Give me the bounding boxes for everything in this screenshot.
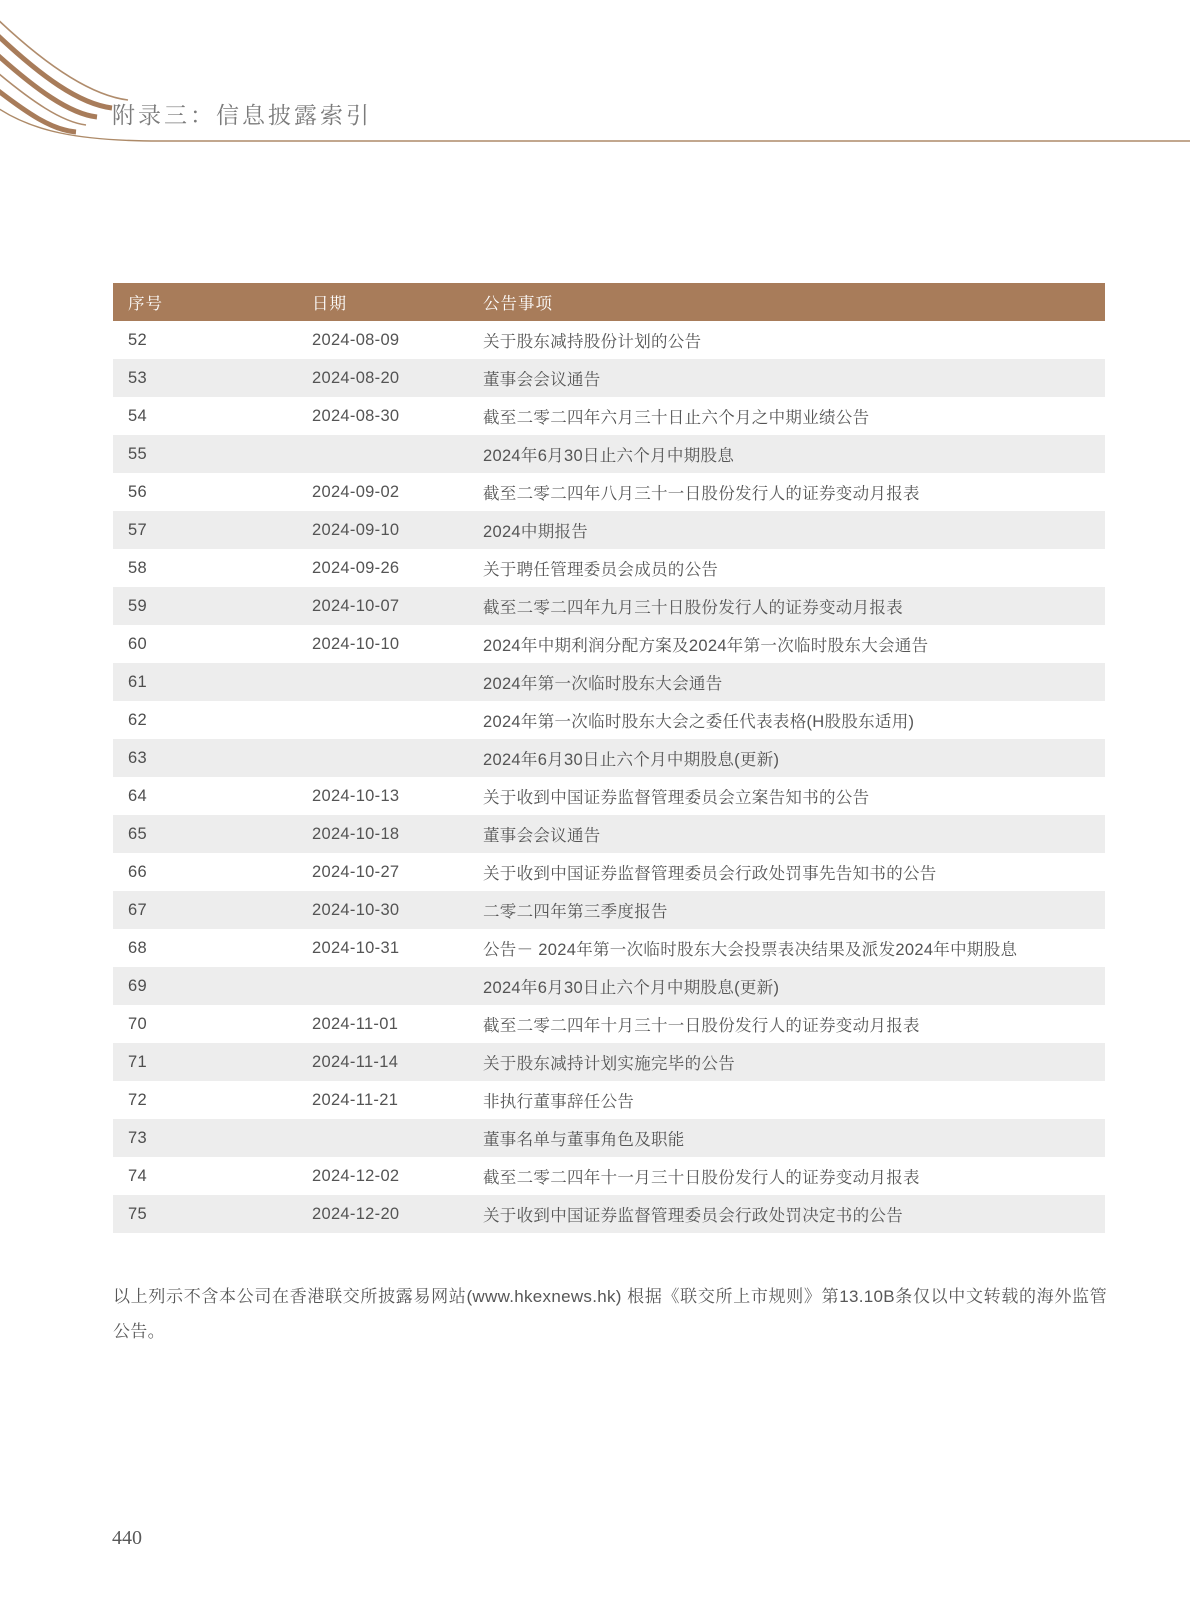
- table-row: [113, 891, 1105, 929]
- row-number: 71: [128, 1052, 147, 1071]
- table-row: [113, 1043, 1105, 1081]
- row-number: 61: [128, 672, 147, 691]
- row-number: 73: [128, 1128, 147, 1147]
- row-number: 65: [128, 824, 147, 843]
- table-row: [113, 511, 1105, 549]
- table-row: [113, 1081, 1105, 1119]
- table-row: [113, 473, 1105, 511]
- table-header: [113, 283, 1105, 321]
- row-number: 67: [128, 900, 147, 919]
- header-item: 公告事项: [483, 283, 1105, 321]
- table-row: [113, 967, 1105, 1005]
- row-date: 2024-09-26: [312, 558, 400, 577]
- row-date: 2024-12-20: [312, 1204, 400, 1223]
- header-no: 序号: [113, 283, 312, 321]
- header-date: 日期: [312, 283, 483, 321]
- row-date: 2024-09-10: [312, 520, 400, 539]
- table-row: [113, 1119, 1105, 1157]
- table-row: [113, 701, 1105, 739]
- row-number: 56: [128, 482, 147, 501]
- row-date: 2024-10-13: [312, 786, 400, 805]
- row-item: 截至二零二四年九月三十日股份发行人的证券变动月报表: [483, 599, 903, 617]
- row-number: 52: [128, 330, 147, 349]
- row-item: 非执行董事辞任公告: [483, 1093, 635, 1111]
- table-row: [113, 663, 1105, 701]
- table-row: [113, 587, 1105, 625]
- page-title: 附录三：信息披露索引: [112, 103, 372, 128]
- table-row: [113, 1195, 1105, 1233]
- row-date: 2024-08-20: [312, 368, 400, 387]
- row-item: 2024年第一次临时股东大会之委任代表表格(H股股东适用): [483, 713, 915, 731]
- row-number: 68: [128, 938, 147, 957]
- row-number: 62: [128, 710, 147, 729]
- row-date: [312, 701, 483, 739]
- row-date: 2024-11-21: [312, 1090, 399, 1109]
- row-item: 2024年中期利润分配方案及2024年第一次临时股东大会通告: [483, 637, 929, 655]
- row-date: 2024-11-14: [312, 1052, 399, 1071]
- row-item: 关于收到中国证券监督管理委员会立案告知书的公告: [483, 789, 870, 807]
- row-number: 54: [128, 406, 147, 425]
- row-date: 2024-10-18: [312, 824, 400, 843]
- row-date: 2024-08-30: [312, 406, 400, 425]
- row-item: 关于收到中国证券监督管理委员会行政处罚事先告知书的公告: [483, 865, 937, 883]
- row-date: 2024-10-30: [312, 900, 400, 919]
- table-header-row: [113, 283, 1105, 321]
- table-row: [113, 1157, 1105, 1195]
- row-number: 58: [128, 558, 147, 577]
- row-date: 2024-10-31: [312, 938, 400, 957]
- row-date: [312, 1119, 483, 1157]
- row-item: 董事会会议通告: [483, 827, 601, 845]
- arc-thick-3: [0, 86, 76, 132]
- row-item: 关于股东减持股份计划的公告: [483, 333, 702, 351]
- table-row: [113, 435, 1105, 473]
- row-date: 2024-10-07: [312, 596, 400, 615]
- footnote-text: 以上列示不含本公司在香港联交所披露易网站(www.hkexnews.hk) 根据《联交所上市规则》第13.10B条仅以中文转载的海外监管公告。: [113, 1287, 1107, 1341]
- row-date: [312, 663, 483, 701]
- table-body: [113, 321, 1105, 1233]
- row-item: 2024年6月30日止六个月中期股息(更新): [483, 751, 780, 769]
- row-date: 2024-12-02: [312, 1166, 400, 1185]
- row-item: 关于股东减持计划实施完毕的公告: [483, 1055, 735, 1073]
- page-number: 440: [112, 1527, 142, 1549]
- row-item: 关于收到中国证券监督管理委员会行政处罚决定书的公告: [483, 1207, 903, 1225]
- arc-fan-logo: [0, 0, 1190, 170]
- row-item: 截至二零二四年十月三十一日股份发行人的证券变动月报表: [483, 1017, 920, 1035]
- row-item: 截至二零二四年六月三十日止六个月之中期业绩公告: [483, 409, 870, 427]
- row-item: 董事名单与董事角色及职能: [483, 1131, 685, 1149]
- table-row: [113, 853, 1105, 891]
- table-row: [113, 549, 1105, 587]
- row-item: 二零二四年第三季度报告: [483, 903, 668, 921]
- row-number: 66: [128, 862, 147, 881]
- row-item: 2024年6月30日止六个月中期股息: [483, 447, 735, 465]
- row-date: 2024-10-10: [312, 634, 400, 653]
- row-date: 2024-11-01: [312, 1014, 399, 1033]
- row-item: 截至二零二四年八月三十一日股份发行人的证券变动月报表: [483, 485, 920, 503]
- table-row: [113, 739, 1105, 777]
- row-item: 2024年第一次临时股东大会通告: [483, 675, 723, 693]
- row-number: 59: [128, 596, 147, 615]
- row-date: [312, 967, 483, 1005]
- disclosure-index-table: [113, 283, 1105, 1233]
- table-row: [113, 625, 1105, 663]
- row-number: 57: [128, 520, 147, 539]
- row-date: 2024-10-27: [312, 862, 400, 881]
- table-row: [113, 815, 1105, 853]
- row-item: 关于聘任管理委员会成员的公告: [483, 561, 719, 579]
- row-number: 72: [128, 1090, 147, 1109]
- row-number: 75: [128, 1204, 147, 1223]
- row-item: 截至二零二四年十一月三十日股份发行人的证券变动月报表: [483, 1169, 920, 1187]
- row-number: 60: [128, 634, 147, 653]
- table-row: [113, 321, 1105, 359]
- table-row: [113, 1005, 1105, 1043]
- table-row: [113, 777, 1105, 815]
- row-date: 2024-09-02: [312, 482, 400, 501]
- row-date: 2024-08-09: [312, 330, 400, 349]
- table-row: [113, 359, 1105, 397]
- row-number: 53: [128, 368, 147, 387]
- row-number: 74: [128, 1166, 147, 1185]
- row-item: 2024年6月30日止六个月中期股息(更新): [483, 979, 780, 997]
- row-item: 董事会会议通告: [483, 371, 601, 389]
- row-date: [312, 435, 483, 473]
- row-number: 55: [128, 444, 147, 463]
- row-number: 70: [128, 1014, 147, 1033]
- row-item: 2024中期报告: [483, 523, 589, 541]
- row-number: 63: [128, 748, 147, 767]
- row-date: [312, 739, 483, 777]
- row-number: 64: [128, 786, 147, 805]
- table-row: [113, 397, 1105, 435]
- row-item: 公告－ 2024年第一次临时股东大会投票表决结果及派发2024年中期股息: [483, 941, 1018, 959]
- table-row: [113, 929, 1105, 967]
- row-number: 69: [128, 976, 147, 995]
